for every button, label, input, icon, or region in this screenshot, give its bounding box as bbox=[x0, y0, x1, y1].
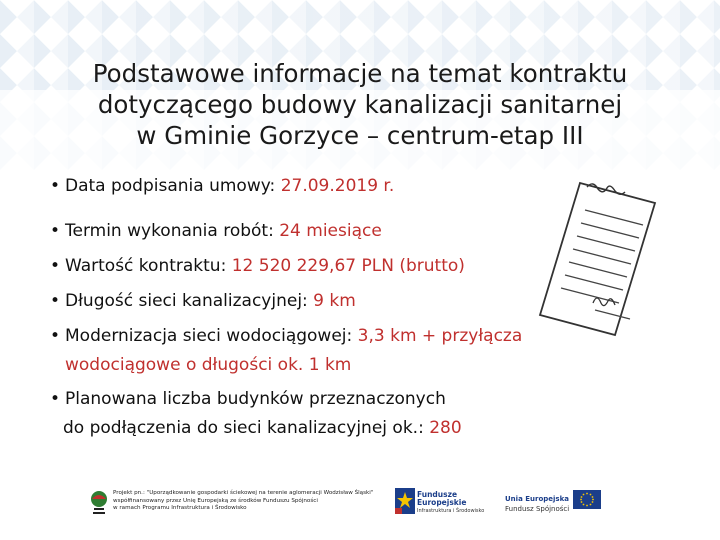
title-line-2: dotyczącego budowy kanalizacji sanitarnej bbox=[97, 90, 623, 119]
european-funds-logo bbox=[395, 488, 415, 514]
bullet-sewer-length: • Długość sieci kanalizacyjnej: 9 km bbox=[50, 291, 356, 311]
bullet-signing-date: • Data podpisania umowy: 27.09.2019 r. bbox=[50, 176, 395, 196]
title-line-1: Podstawowe informacje na temat kontraktu bbox=[92, 59, 628, 88]
bullet-buildings: • Planowana liczba budynków przeznaczonych bbox=[50, 389, 446, 409]
buildings-count-value: 280 bbox=[429, 418, 462, 438]
signing-date-value: 27.09.2019 r. bbox=[280, 176, 395, 196]
eu-label: Unia Europejska Fundusz Spójności bbox=[505, 495, 570, 513]
bullet-water-network: • Modernizacja sieci wodociągowej: 3,3 km + przyłącza bbox=[50, 326, 523, 346]
contract-value: 12 520 229,67 PLN (brutto) bbox=[231, 256, 465, 276]
bullet-buildings-cont: do podłączenia do sieci kanalizacyjnej ok.: 280 bbox=[63, 418, 462, 438]
municipality-logo bbox=[88, 489, 110, 517]
bullet-water-network-cont: wodociągowe o długości ok. 1 km bbox=[65, 355, 352, 375]
page-title bbox=[40, 58, 680, 151]
project-description: Projekt pn.: "Uporządkowanie gospodarki ściekowej na terenie aglomeracji Wodzisław Śląski" współfinansowany przez Unię Europejską ze środków Funduszu Spójności w ramach Programu Infrastruktura i Środowisko bbox=[113, 490, 374, 512]
title-line-3: w Gminie Gorzyce – centrum-etap III bbox=[136, 121, 584, 150]
deadline-value: 24 miesiące bbox=[279, 221, 382, 241]
eu-flag-icon bbox=[573, 490, 601, 509]
bullet-deadline: • Termin wykonania robót: 24 miesiące bbox=[50, 221, 382, 241]
water-network-value: 3,3 km + przyłącza bbox=[357, 326, 523, 346]
sewer-length-value: 9 km bbox=[313, 291, 356, 311]
european-funds-label: Fundusze Europejskie Infrastruktura i Środowisko bbox=[417, 490, 485, 515]
signed-document-icon bbox=[535, 175, 660, 340]
bullet-contract-value: • Wartość kontraktu: 12 520 229,67 PLN (brutto) bbox=[50, 256, 465, 276]
